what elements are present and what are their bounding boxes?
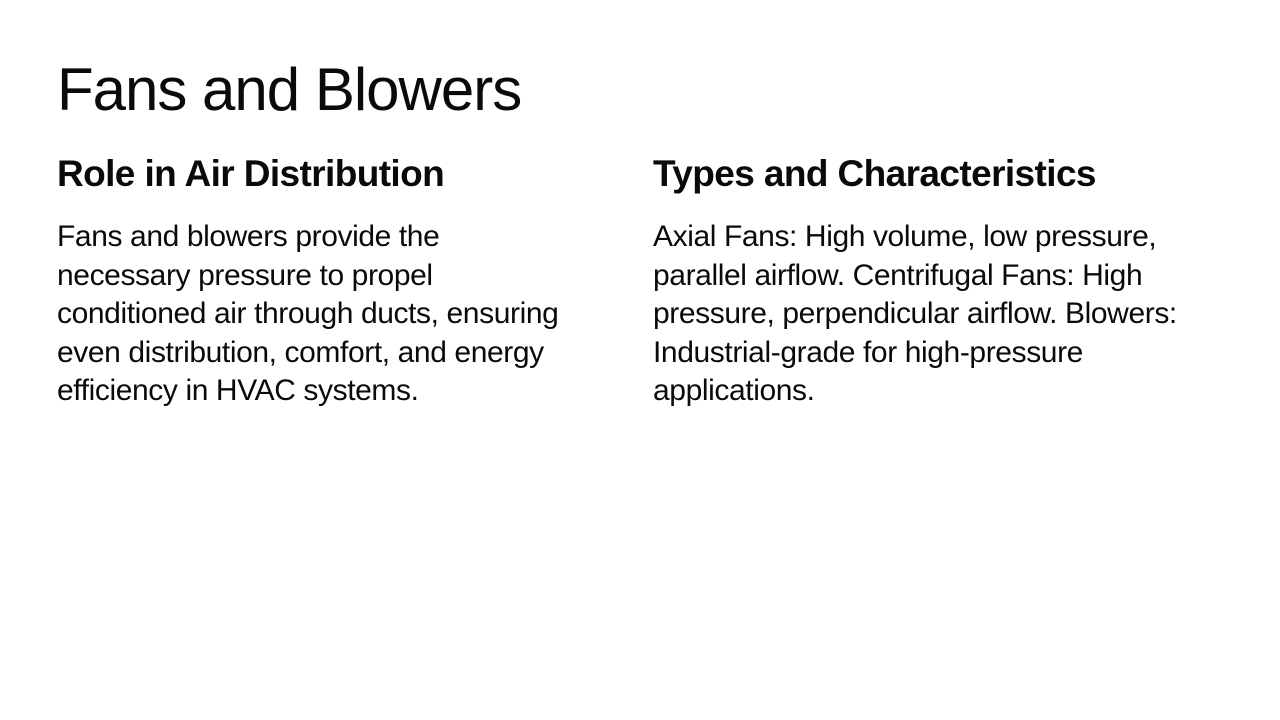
left-column-body: Fans and blowers provide the necessary pressure to propel conditioned air through ducts, ensuring even distribution, comfort, and energy efficiency in HVAC systems. xyxy=(57,220,559,408)
left-column xyxy=(57,152,577,411)
right-column-heading: Types and Characteristics xyxy=(653,153,1096,194)
slide-title: Fans and Blowers xyxy=(57,56,522,123)
left-column-heading: Role in Air Distribution xyxy=(57,153,445,194)
right-column-body: Axial Fans: High volume, low pressure, parallel airflow. Centrifugal Fans: High pressure, perpendicular airflow. Blowers: Industrial-grade for high-pressure applications. xyxy=(653,220,1177,408)
right-column xyxy=(653,152,1213,411)
